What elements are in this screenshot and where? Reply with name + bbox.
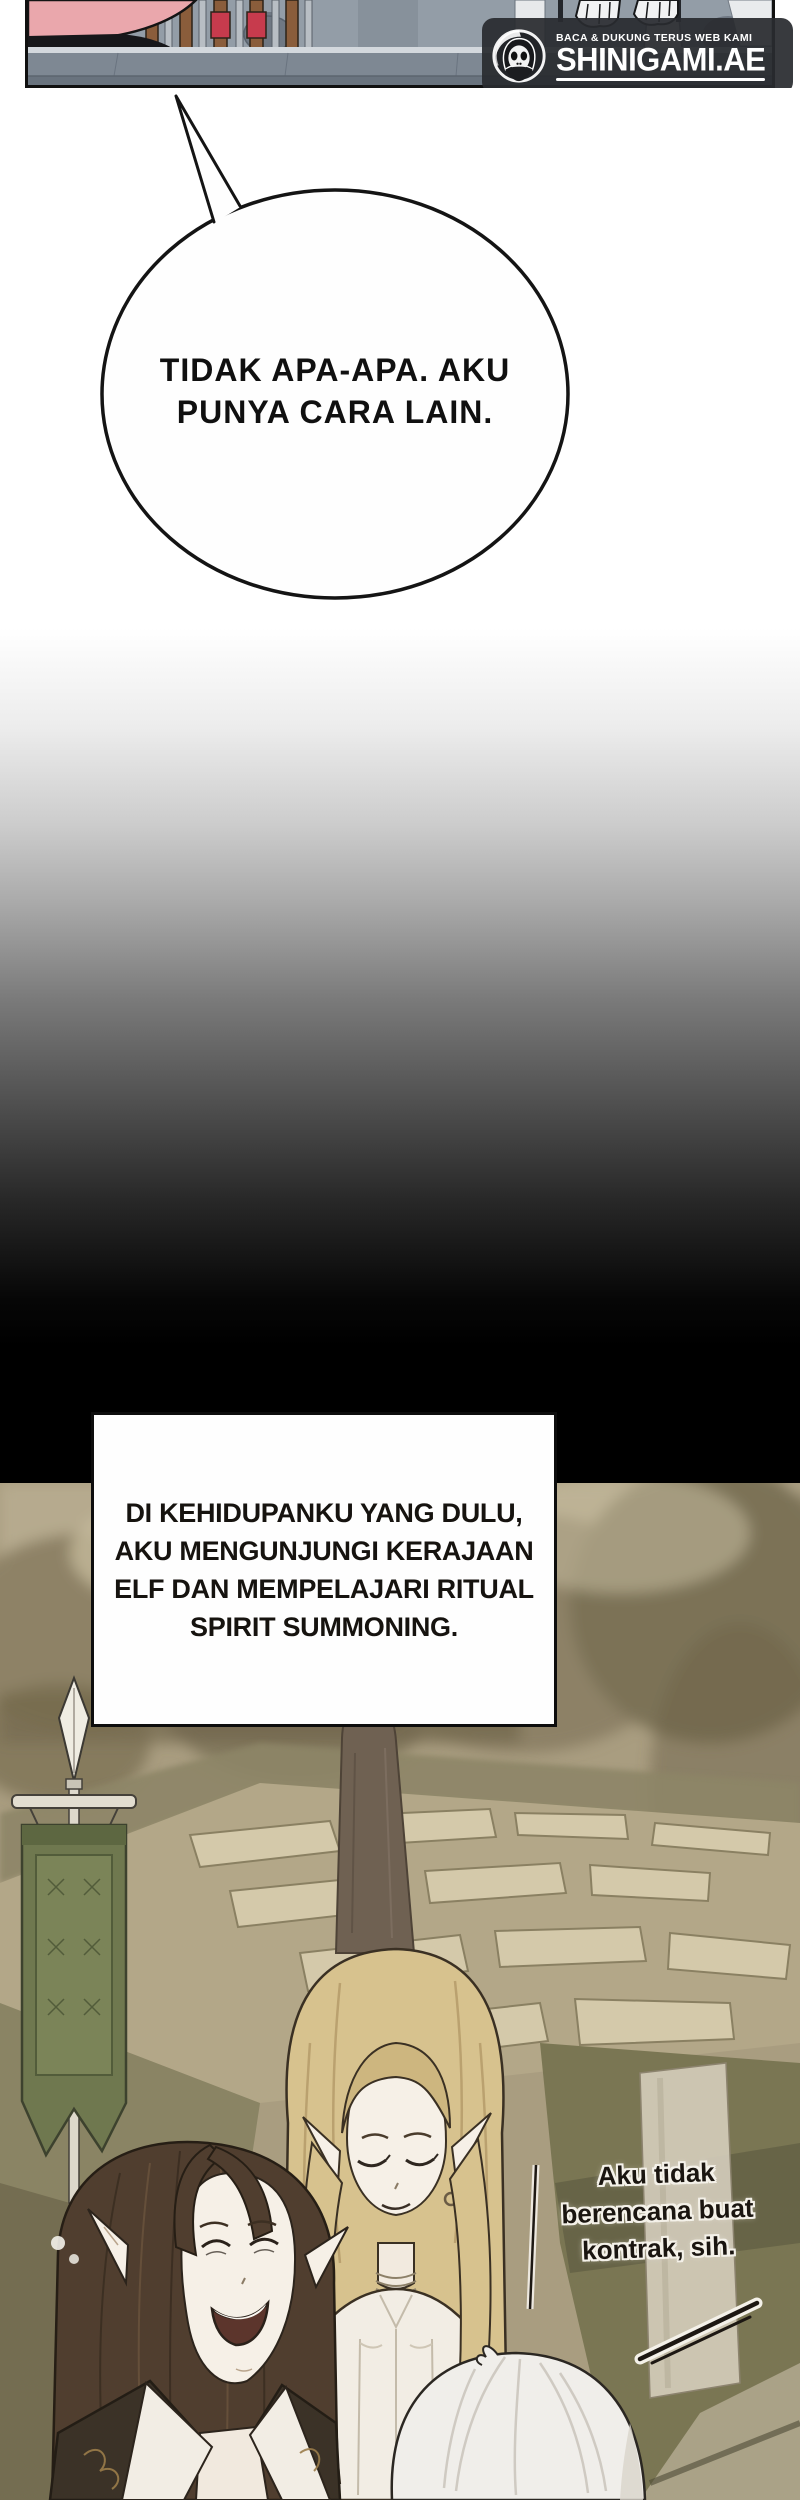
narration-line: DI KEHIDUPANKU YANG DULU,	[125, 1497, 523, 1528]
dialogue-line: Aku tidak	[597, 2156, 716, 2192]
promo-site-name: SHINIGAMI.AE	[556, 40, 766, 78]
floating-dialogue	[538, 2152, 777, 2271]
dialogue-line: kontrak, sih.	[581, 2230, 736, 2266]
narration-box	[91, 1412, 557, 1727]
speech-line: PUNYA CARA LAIN.	[176, 394, 494, 430]
elf-man	[50, 2142, 348, 2500]
narration-line: SPIRIT SUMMONING.	[190, 1611, 458, 1642]
narration-line: AKU MENGUNJUNGI KERAJAAN	[114, 1535, 534, 1566]
speech-bubble	[0, 0, 800, 660]
speech-line: TIDAK APA-APA. AKU	[159, 352, 511, 388]
promo-text-block	[556, 32, 765, 81]
top-comic-strip	[0, 0, 800, 88]
promo-tagline: BACA & DUKUNG TERUS WEB KAMI	[556, 31, 753, 44]
narration-line: ELF DAN MEMPELAJARI RITUAL	[114, 1573, 534, 1604]
shinigami-logo-icon	[490, 27, 548, 85]
speech-bubble-text	[135, 349, 535, 433]
promo-underline	[556, 78, 765, 81]
promo-banner	[482, 18, 793, 88]
dialogue-line: berencana buat	[560, 2192, 755, 2230]
